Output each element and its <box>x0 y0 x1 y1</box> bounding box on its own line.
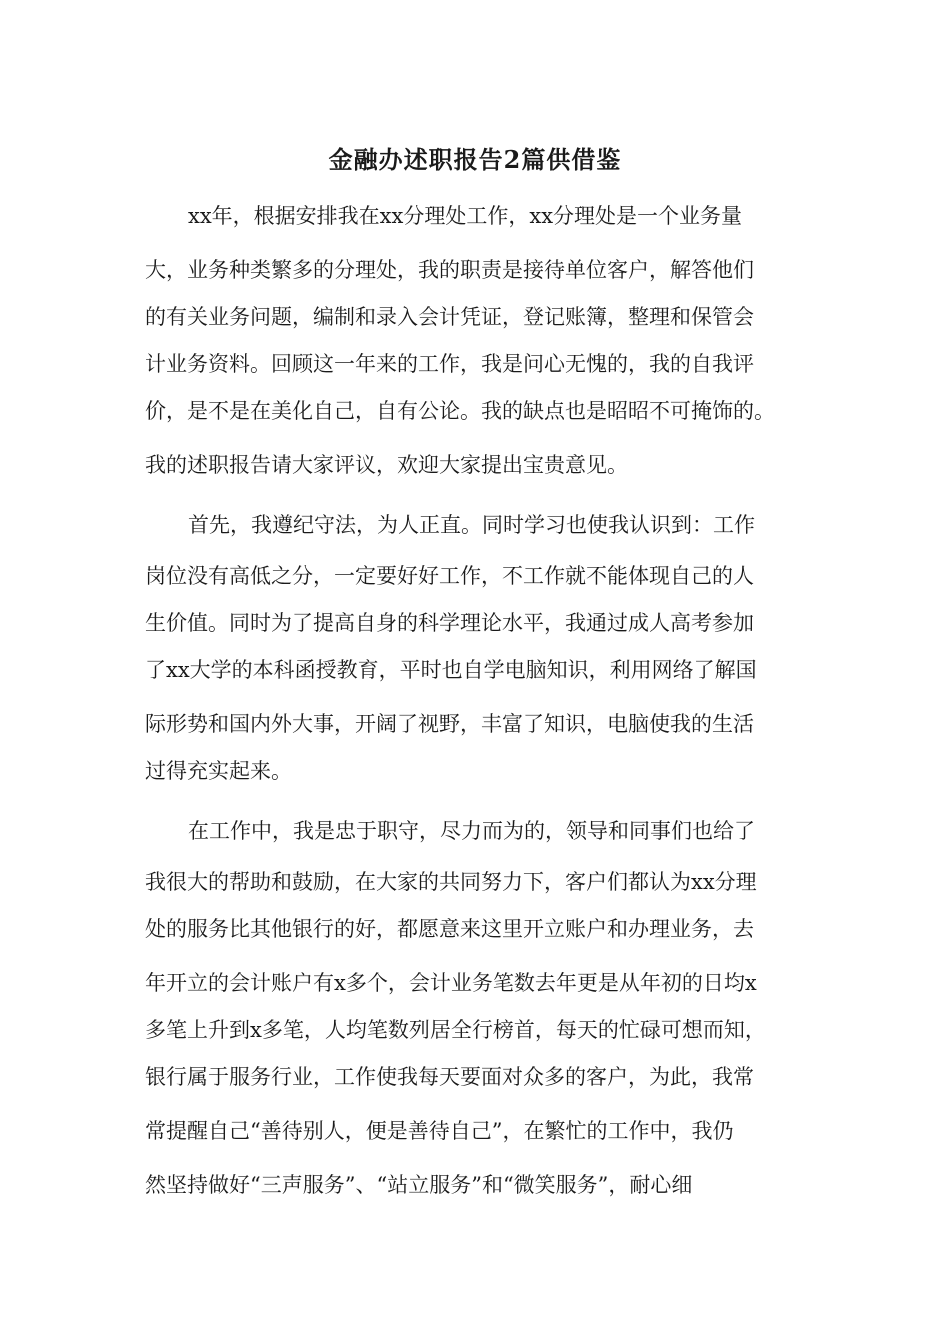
paragraph-2-line-1: 首先，我遵纪守法，为人正直。同时学习也使我认识到：工作 <box>188 513 755 537</box>
paragraph-3-line-8: 然坚持做好“三声服务”、“站立服务”和“微笑服务”，耐心细 <box>145 1173 693 1197</box>
paragraph-1-line-5: 价，是不是在美化自己，自有公论。我的缺点也是昭昭不可掩饰的。 <box>145 399 775 423</box>
paragraph-1-line-1: xx年，根据安排我在xx分理处工作，xx分理处是一个业务量 <box>188 204 743 228</box>
paragraph-2-line-3: 生价值。同时为了提高自身的科学理论水平，我通过成人高考参加 <box>145 611 754 635</box>
paragraph-3-line-2: 我很大的帮助和鼓励，在大家的共同努力下，客户们都认为xx分理 <box>145 870 757 894</box>
paragraph-3-line-5: 多笔上升到x多笔，人均笔数列居全行榜首，每天的忙碌可想而知， <box>145 1018 766 1042</box>
paragraph-2-line-5: 际形势和国内外大事，开阔了视野，丰富了知识，电脑使我的生活 <box>145 712 754 736</box>
paragraph-3-line-4: 年开立的会计账户有x多个，会计业务笔数去年更是从年初的日均x <box>145 971 757 995</box>
paragraph-3-line-3: 处的服务比其他银行的好，都愿意来这里开立账户和办理业务，去 <box>145 917 754 941</box>
paragraph-1-line-3: 的有关业务问题，编制和录入会计凭证，登记账簿，整理和保管会 <box>145 305 754 329</box>
paragraph-2-line-6: 过得充实起来。 <box>145 759 292 783</box>
paragraph-3-line-7: 常提醒自己“善待别人，便是善待自己”，在繁忙的工作中，我仍 <box>145 1119 734 1143</box>
paragraph-3-line-6: 银行属于服务行业，工作使我每天要面对众多的客户，为此，我常 <box>145 1065 754 1089</box>
paragraph-3-line-1: 在工作中，我是忠于职守，尽力而为的，领导和同事们也给了 <box>188 819 755 843</box>
paragraph-1-line-6: 我的述职报告请大家评议，欢迎大家提出宝贵意见。 <box>145 453 628 477</box>
document-title: 金融办述职报告2篇供借鉴 <box>328 145 622 174</box>
paragraph-2-line-2: 岗位没有高低之分，一定要好好工作，不工作就不能体现自己的人 <box>145 564 754 588</box>
paragraph-1-line-2: 大，业务种类繁多的分理处，我的职责是接待单位客户，解答他们 <box>145 258 754 282</box>
paragraph-1-line-4: 计业务资料。回顾这一年来的工作，我是问心无愧的，我的自我评 <box>145 352 754 376</box>
paragraph-2-line-4: 了xx大学的本科函授教育，平时也自学电脑知识，利用网络了解国 <box>145 658 757 682</box>
